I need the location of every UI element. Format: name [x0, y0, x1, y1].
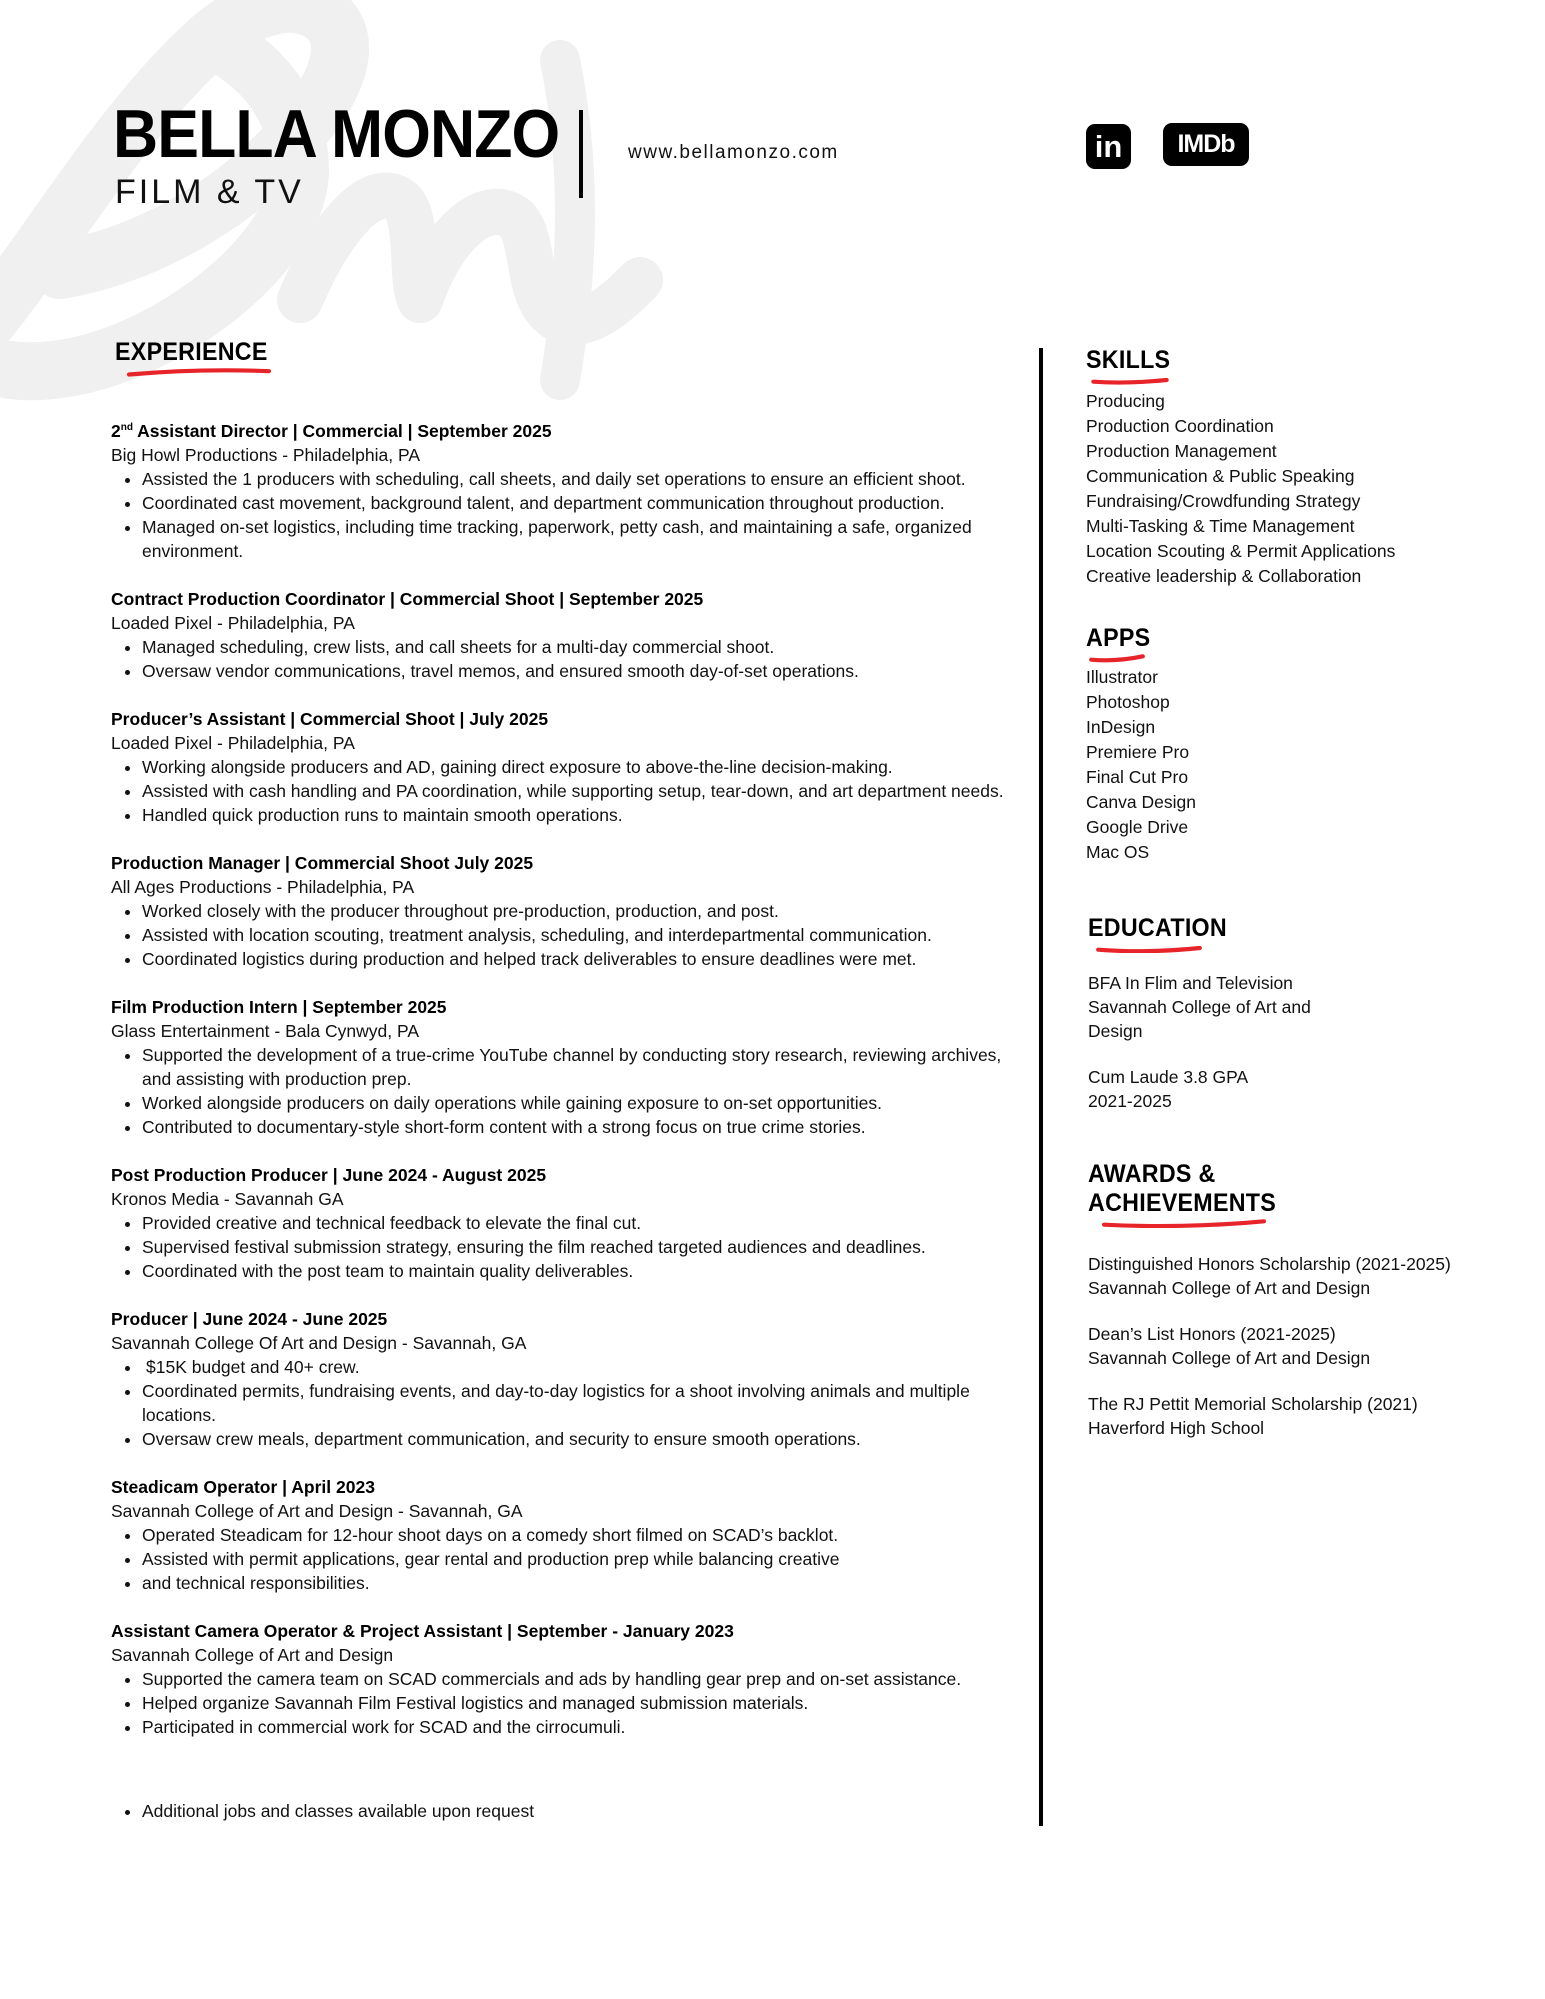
job-bullet: • and technical responsibilities.: [142, 1571, 1011, 1595]
honors-text: Cum Laude 3.8 GPA: [1088, 1067, 1249, 1087]
school-name-line2: Design: [1088, 1021, 1143, 1041]
job-bullet: • Helped organize Savannah Film Festival logistics and managed submission materials.: [142, 1691, 1011, 1715]
skill-item: Fundraising/Crowdfunding Strategy: [1086, 491, 1361, 511]
job-entry: [111, 1163, 1011, 1283]
degree-name: BFA In Flim and Television: [1088, 973, 1293, 993]
job-organization: Savannah College of Art and Design: [111, 1645, 394, 1665]
job-bullet: • Coordinated with the post team to maintain quality deliverables.: [142, 1259, 1011, 1283]
job-entry: [111, 995, 1011, 1139]
job-entry: [111, 1475, 1011, 1595]
skills-section: [1086, 346, 1506, 589]
skill-item: Multi-Tasking & Time Management: [1086, 516, 1355, 536]
awards-heading: [1088, 1160, 1290, 1218]
header-divider: [579, 110, 583, 198]
job-bullet: • Coordinated permits, fundraising events, and day-to-day logistics for a shoot involving animals and multiple locations.: [142, 1379, 1011, 1427]
job-organization: Kronos Media - Savannah GA: [111, 1189, 344, 1209]
education-years: 2021-2025: [1088, 1091, 1172, 1111]
experience-underline: [113, 367, 285, 377]
award-entry: [1088, 1252, 1508, 1300]
skill-item: Creative leadership & Collaboration: [1086, 566, 1362, 586]
skill-item: Location Scouting & Permit Applications: [1086, 541, 1396, 561]
job-bullet: • Coordinated cast movement, background talent, and department communication throughout production.: [142, 491, 1011, 515]
job-bullets: [111, 635, 1011, 683]
job-bullets: [111, 1211, 1011, 1283]
job-list: [111, 419, 1011, 1739]
job-bullet: • $15K budget and 40+ crew.: [142, 1355, 1011, 1379]
awards-heading-line2-wrap: [1088, 1189, 1290, 1218]
job-bullet: • Contributed to documentary-style short-form content with a strong focus on true crime stories.: [142, 1115, 1011, 1139]
job-bullet: • Managed scheduling, crew lists, and call sheets for a multi-day commercial shoot.: [142, 635, 1011, 659]
job-entry: [111, 707, 1011, 827]
job-organization: Loaded Pixel - Philadelphia, PA: [111, 733, 355, 753]
additional-note-text: • Additional jobs and classes available upon request: [142, 1799, 1011, 1823]
award-organization: Haverford High School: [1088, 1418, 1265, 1438]
job-title: [111, 995, 1011, 1019]
apps-heading-text: APPS: [1086, 624, 1151, 652]
job-bullet: • Supported the development of a true-crime YouTube channel by conducting story research, reviewing archives, and assisting with production prep.: [142, 1043, 1011, 1091]
awards-list: [1088, 1252, 1508, 1440]
job-title-ordinal: nd: [120, 422, 133, 434]
app-item: Final Cut Pro: [1086, 767, 1189, 787]
apps-heading: [1086, 624, 1155, 653]
job-title: [111, 707, 1011, 731]
award-name: Dean’s List Honors (2021-2025): [1088, 1324, 1336, 1344]
apps-underline: [1084, 653, 1150, 663]
job-organization: Big Howl Productions - Philadelphia, PA: [111, 445, 421, 465]
job-bullets: [111, 755, 1011, 827]
app-item: Google Drive: [1086, 817, 1189, 837]
app-item: Canva Design: [1086, 792, 1196, 812]
job-title-text: Assistant Camera Operator & Project Assistant | September - January 2023: [111, 1621, 734, 1641]
job-organization: Loaded Pixel - Philadelphia, PA: [111, 613, 355, 633]
job-entry: [111, 851, 1011, 971]
honors-block: [1088, 1065, 1508, 1113]
additional-note: [111, 1799, 1011, 1823]
job-title: [111, 1163, 1011, 1187]
job-bullets: [111, 1355, 1011, 1451]
job-bullet: • Operated Steadicam for 12-hour shoot days on a comedy short filmed on SCAD’s backlot.: [142, 1523, 1011, 1547]
degree-block: [1088, 971, 1508, 1043]
education-heading-text: EDUCATION: [1088, 914, 1227, 942]
education-underline: [1086, 943, 1212, 953]
skills-heading-text: SKILLS: [1086, 346, 1171, 374]
job-bullet: • Participated in commercial work for SCAD and the cirrocumuli.: [142, 1715, 1011, 1739]
skill-item: Production Management: [1086, 441, 1277, 461]
award-name: Distinguished Honors Scholarship (2021-2025): [1088, 1254, 1451, 1274]
skills-heading: [1086, 346, 1177, 375]
job-title: [111, 1307, 1011, 1331]
job-bullet: • Assisted the 1 producers with scheduling, call sheets, and daily set operations to ensure an efficient shoot.: [142, 467, 1011, 491]
job-bullets: [111, 1523, 1011, 1595]
imdb-label: IMDb: [1177, 130, 1235, 158]
job-bullet: • Supported the camera team on SCAD commercials and ads by handling gear prep and on-set assistance.: [142, 1667, 1011, 1691]
skills-list: [1086, 389, 1506, 589]
job-title: [111, 851, 1011, 875]
apps-list: [1086, 665, 1506, 865]
job-bullets: [111, 1043, 1011, 1139]
award-organization: Savannah College of Art and Design: [1088, 1348, 1371, 1368]
job-title-text: Post Production Producer | June 2024 - August 2025: [111, 1165, 547, 1185]
job-bullet: • Assisted with permit applications, gear rental and production prep while balancing creative: [142, 1547, 1011, 1571]
school-name-line1: Savannah College of Art and: [1088, 997, 1311, 1017]
skill-item: Producing: [1086, 391, 1165, 411]
job-bullet: • Assisted with location scouting, treatment analysis, scheduling, and interdepartmental communication.: [142, 923, 1011, 947]
app-item: InDesign: [1086, 717, 1156, 737]
experience-heading-text: EXPERIENCE: [115, 338, 268, 366]
award-name: The RJ Pettit Memorial Scholarship (2021): [1088, 1394, 1418, 1414]
awards-section: [1088, 1160, 1508, 1440]
job-bullet: • Provided creative and technical feedback to elevate the final cut.: [142, 1211, 1011, 1235]
imdb-icon[interactable]: [1163, 123, 1249, 166]
job-organization: Savannah College of Art and Design - Savannah, GA: [111, 1501, 523, 1521]
job-bullet: • Supervised festival submission strategy, ensuring the film reached targeted audiences and deadlines.: [142, 1235, 1011, 1259]
awards-heading-line2: ACHIEVEMENTS: [1088, 1189, 1277, 1217]
education-heading: [1088, 914, 1237, 943]
linkedin-label: in: [1094, 128, 1123, 164]
skill-item: Production Coordination: [1086, 416, 1274, 436]
education-section: [1088, 914, 1508, 1113]
app-item: Photoshop: [1086, 692, 1170, 712]
app-item: Mac OS: [1086, 842, 1150, 862]
job-title: [111, 587, 1011, 611]
job-entry: [111, 587, 1011, 683]
job-title-text: Producer’s Assistant | Commercial Shoot | July 2025: [111, 709, 549, 729]
job-bullets: [111, 1667, 1011, 1739]
job-title-text: Film Production Intern | September 2025: [111, 997, 447, 1017]
job-entry: [111, 1307, 1011, 1451]
job-title: [111, 419, 1011, 443]
job-title: [111, 1619, 1011, 1643]
experience-section: [111, 338, 1011, 1823]
job-bullet: • Coordinated logistics during production and helped track deliverables to ensure deadlines were met.: [142, 947, 1011, 971]
job-bullet: • Working alongside producers and AD, gaining direct exposure to above-the-line decision-making.: [142, 755, 1011, 779]
award-entry: [1088, 1392, 1508, 1440]
linkedin-icon[interactable]: [1086, 124, 1131, 169]
job-title-text: Producer | June 2024 - June 2025: [111, 1309, 388, 1329]
candidate-field: FILM & TV: [115, 173, 304, 211]
candidate-name: BELLA MONZO: [113, 96, 560, 172]
app-item: Premiere Pro: [1086, 742, 1190, 762]
job-title-text: Steadicam Operator | April 2023: [111, 1477, 375, 1497]
experience-heading: [115, 338, 279, 367]
awards-underline: [1086, 1218, 1282, 1228]
job-organization: Savannah College Of Art and Design - Savannah, GA: [111, 1333, 527, 1353]
job-entry: [111, 419, 1011, 563]
job-title: [111, 1475, 1011, 1499]
job-bullet: • Managed on-set logistics, including time tracking, paperwork, petty cash, and maintaining a safe, organized environment.: [142, 515, 1011, 563]
job-bullet: • Worked closely with the producer throughout pre-production, production, and post.: [142, 899, 1011, 923]
job-organization: All Ages Productions - Philadelphia, PA: [111, 877, 415, 897]
job-bullets: [111, 467, 1011, 563]
job-bullet: • Worked alongside producers on daily operations while gaining exposure to on-set opportunities.: [142, 1091, 1011, 1115]
job-bullet: • Oversaw vendor communications, travel memos, and ensured smooth day-of-set operations.: [142, 659, 1011, 683]
skills-underline: [1084, 375, 1176, 385]
job-bullet: • Assisted with cash handling and PA coordination, while supporting setup, tear-down, and art department needs.: [142, 779, 1011, 803]
skill-item: Communication & Public Speaking: [1086, 466, 1355, 486]
job-title-text: Production Manager | Commercial Shoot July 2025: [111, 853, 534, 873]
award-entry: [1088, 1322, 1508, 1370]
apps-section: [1086, 624, 1506, 865]
column-divider: [1039, 348, 1043, 1826]
job-bullets: [111, 899, 1011, 971]
job-title-text: Assistant Director | Commercial | September 2025: [132, 421, 552, 441]
job-organization: Glass Entertainment - Bala Cynwyd, PA: [111, 1021, 419, 1041]
award-organization: Savannah College of Art and Design: [1088, 1278, 1371, 1298]
job-entry: [111, 1619, 1011, 1739]
job-bullet: • Oversaw crew meals, department communication, and security to ensure smooth operations.: [142, 1427, 1011, 1451]
awards-heading-line1: AWARDS &: [1088, 1160, 1216, 1188]
website-link[interactable]: www.bellamonzo.com: [628, 142, 839, 163]
job-title-text: Contract Production Coordinator | Commercial Shoot | September 2025: [111, 589, 704, 609]
job-title-number: 2: [111, 421, 121, 441]
job-bullet: • Handled quick production runs to maintain smooth operations.: [142, 803, 1011, 827]
app-item: Illustrator: [1086, 667, 1158, 687]
